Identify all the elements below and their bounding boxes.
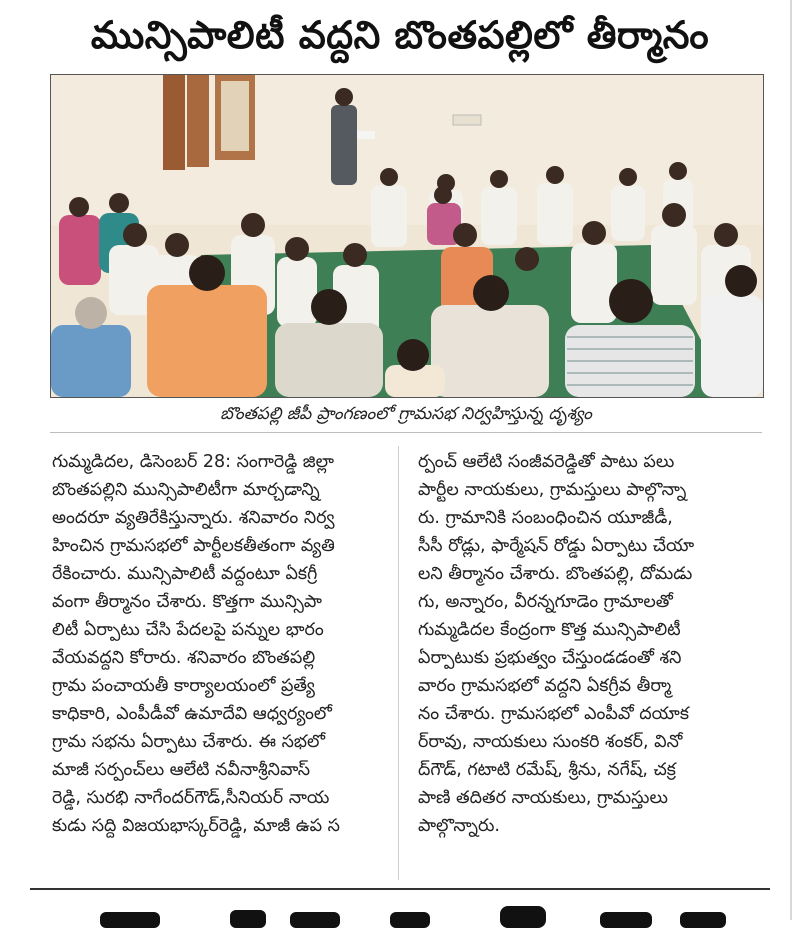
body-line: గుమ్మడిదల కేంద్రంగా కొత్త మున్సిపాలిటీ — [418, 620, 681, 640]
body-line: ర్‌రావు, నాయకులు సుంకరి శంకర్, వినో — [418, 732, 683, 752]
body-line: పాల్గొన్నారు. — [418, 816, 500, 836]
body-line: గుమ్మడిదల, డిసెంబర్ 28: సంగారెడ్డి జిల్లా — [52, 452, 334, 472]
body-line: ద్‌గౌడ్, గటాటి రమేష్, శ్రీను, నగేష్, చక్ర — [418, 760, 676, 780]
body-line: నం చేశారు. గ్రామసభలో ఎంపీవో దయాక — [418, 704, 690, 724]
body-line: రు. గ్రామానికి సంబంధించిన యూజీడీ, — [418, 508, 673, 528]
body-line: వారం గ్రామసభలో వద్దని ఏకగ్రీవ తీర్మా — [418, 676, 672, 696]
article-body-left-column — [52, 448, 392, 880]
body-line: బొంతపల్లిని మున్సిపాలిటీగా మార్చడాన్ని — [52, 480, 320, 500]
body-line: హించిన గ్రామసభలో పార్టీలకతీతంగా వ్యతి — [52, 536, 335, 556]
body-line: కుడు సద్ది విజయభాస్కర్‌రెడ్డి, మాజీ ఉప స — [52, 816, 340, 836]
body-line: లిటీ ఏర్పాటు చేసి పేదలపై పన్నుల భారం — [52, 620, 324, 640]
article-body-right-column — [418, 448, 758, 880]
next-article-headline-fragment — [60, 898, 760, 928]
body-line: రెడ్డి, సురభి నాగేందర్‌గౌడ్,సీనియర్ నాయ — [52, 788, 330, 808]
body-line: ఏర్పాటుకు ప్రభుత్వం చేస్తుండడంతో శని — [418, 648, 682, 668]
article-photo — [50, 74, 764, 398]
body-line: ర్పంచ్ ఆలేటి సంజీవరెడ్డితో పాటు పలు — [418, 452, 675, 472]
article-headline: మున్సిపాలిటీ వద్దని బొంతపల్లిలో తీర్మానం — [90, 13, 710, 57]
article-bottom-rule — [30, 888, 770, 890]
body-line: గ్రామ సభను ఏర్పాటు చేశారు. ఈ సభలో — [52, 732, 326, 752]
body-line: లని తీర్మానం చేశారు. బొంతపల్లి, దోమడు — [418, 564, 693, 584]
photo-caption: బొంతపల్లి జీపీ ప్రాంగణంలో గ్రామసభ నిర్వహిస్తున్న దృశ్యం — [220, 404, 592, 424]
cropped-headline-glyphs — [60, 898, 760, 928]
body-line: మాజీ సర్పంచ్‌లు ఆలేటి నవీనాశ్రీనివాస్ — [52, 760, 311, 780]
column-divider — [398, 446, 399, 880]
body-line: సీసీ రోడ్లు, ఫార్మేషన్ రోడ్డు ఏర్పాటు చేయా — [418, 536, 695, 556]
body-line: వేయవద్దని కోరారు. శనివారం బొంతపల్లి — [52, 648, 316, 668]
body-line: పాణి తదితర నాయకులు, గ్రామస్తులు — [418, 788, 668, 808]
meeting-photo-illustration — [51, 75, 763, 397]
caption-divider — [50, 432, 762, 433]
body-line: కాధికారి, ఎంపీడీవో ఉమాదేవి ఆధ్వర్యంలో — [52, 704, 332, 724]
body-line: గ్రామ పంచాయతీ కార్యాలయంలో ప్రత్యే — [52, 676, 315, 696]
body-line: గు, అన్నారం, వీరన్నగూడెం గ్రామాలతో — [418, 592, 673, 612]
body-line: అందరూ వ్యతిరేకిస్తున్నారు. శనివారం నిర్వ — [52, 508, 335, 528]
body-line: పార్టీల నాయకులు, గ్రామస్తులు పాల్గొన్నా — [418, 480, 687, 500]
body-line: రేకించారు. మున్సిపాలిటీ వద్దంటూ ఏకగ్రీ — [52, 564, 318, 584]
scan-edge — [790, 0, 792, 920]
body-line: వంగా తీర్మానం చేశారు. కొత్తగా మున్సిపా — [52, 592, 322, 612]
